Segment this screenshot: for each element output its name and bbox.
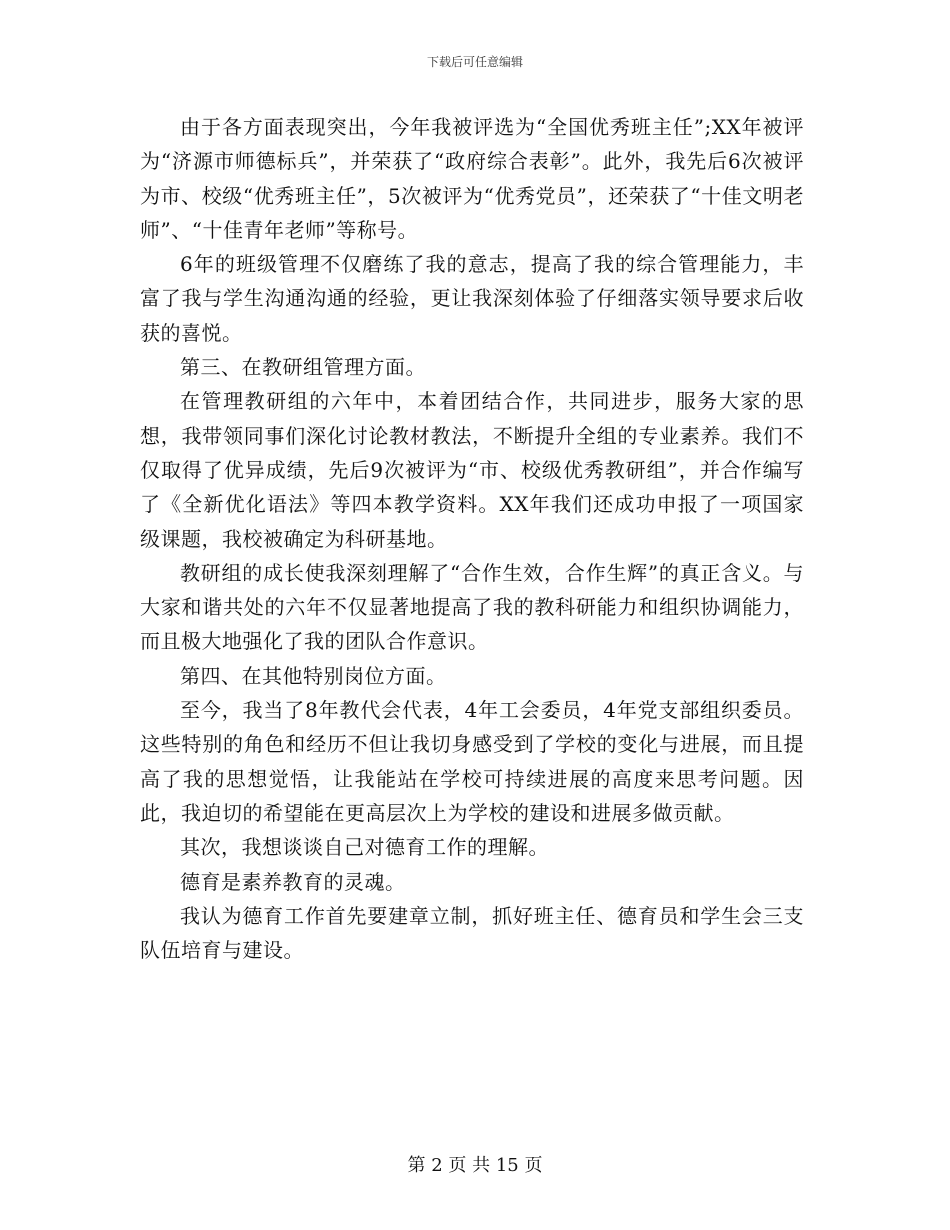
section-heading: 第四、在其他特别岗位方面。	[180, 663, 447, 688]
paragraph: 教研组的成长使我深刻理解了“合作生效，合作生辉”的真正含义。与大家和谐共处的六年不仅显著地提高了我的教科研能力和组织协调能力，而且极大地强化了我的团队合作意识。	[140, 560, 804, 654]
paragraph: 德育是素养教育的灵魂。	[180, 869, 406, 894]
paragraph: 其次，我想谈谈自己对德育工作的理解。	[180, 835, 549, 860]
paragraph: 我认为德育工作首先要建章立制，抓好班主任、德育员和学生会三支队伍培育与建设。	[140, 903, 804, 963]
paragraph: 6年的班级管理不仅磨练了我的意志，提高了我的综合管理能力，丰富了我与学生沟通沟通的经验，更让我深刻体验了仔细落实领导要求后收获的喜悦。	[140, 252, 804, 345]
paragraph: 由于各方面表现突出，今年我被评选为“全国优秀班主任”;XX年被评为“济源市师德标兵”，并荣获了“政府综合表彰”。此外，我先后6次被评为市、校级“优秀班主任”，5次被评为“优秀党员”，还荣获了“十佳文明老师”、“十佳青年老师”等称号。	[140, 115, 804, 242]
document-body	[140, 110, 804, 967]
page-header-note: 下载后可任意编辑	[426, 55, 523, 69]
paragraph: 至今，我当了8年教代会代表，4年工会委员，4年党支部组织委员。这些特别的角色和经历不但让我切身感受到了学校的变化与进展，而且提高了我的思想觉悟，让我能站在学校可持续进展的高度来思考问题。因此，我迫切的希望能在更高层次上为学校的建设和进展多做贡献。	[140, 698, 804, 825]
page-number: 第 2 页 共 15 页	[407, 1155, 543, 1176]
section-heading: 第三、在教研组管理方面。	[180, 355, 426, 380]
paragraph: 在管理教研组的六年中，本着团结合作，共同进步，服务大家的思想，我带领同事们深化讨论教材教法，不断提升全组的专业素养。我们不仅取得了优异成绩，先后9次被评为“市、校级优秀教研组”，并合作编写了《全新优化语法》等四本教学资料。XX年我们还成功申报了一项国家级课题，我校被确定为科研基地。	[140, 389, 804, 551]
